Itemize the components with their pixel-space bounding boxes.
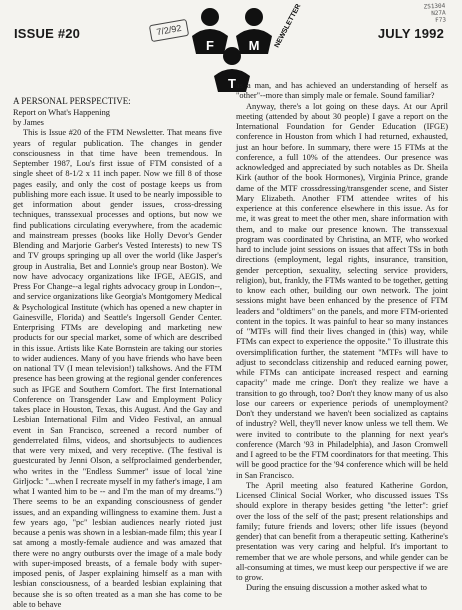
logo-letter-m: M — [248, 38, 260, 53]
catalog-line: F73 — [435, 16, 447, 24]
article-paragraph: as a man, and has achieved an understanding of herself as "other"--more than simply male or female. Sound familiar? — [236, 81, 448, 101]
catalog-line: ZS1304 — [423, 2, 446, 11]
right-column — [236, 81, 448, 594]
logo-newsletter-text: NEWSLETTER — [273, 3, 303, 49]
date-stamp: 7/2/92 — [149, 19, 189, 42]
issue-date: JULY 1992 — [377, 26, 444, 41]
article-byline: by James — [13, 118, 44, 127]
catalog-annotation — [424, 2, 447, 24]
article-subhead: Report on What's Happening — [13, 108, 110, 117]
article-paragraph: Anyway, there's a lot going on these days. At our April meeting (attended by about 30 people) I gave a report on the International Foundation for Gender Education (IFGE) conference in Houston from which I had returned, exhausted, just an hour before. In summary, there were 15 FTMs at the conference, a full 10% of the attendees. Our presence was acknowledged and appreciated by such notables as Dr. Sheila Kirk (author of the book Hormones), Virginia Prince, grande dame of the MTF crossdressing/transgender scene, and Sister Mary Elizabeth. Another FTM attendee writes of his experience at this conference elsewhere in this issue. As for me, it was great to meet the other men, share information with them, and to make our presence known. The transsexual program was coordinated by Christina, an MTF, who worked hard to include joint sessions on issues that affect TSs in both directions (employment, legal rights, insurance, transition, gender perception, sexuality, selecting service providers, religion), but, frankly, the FTMs wanted to be together, getting to know each other, building our own network. The joint sessions might have been enhanced by the presence of FTM leaders and "oldtimers" on the panels, and more FTM-oriented content in the topics. It was painful to hear so many instances of "MTFs will find their lives changed in (this) way, while FTMs can expect to experience the opposite." To illustrate this oversimplification further, the statement "MTFs will have to adjust to secondclass citizenship and reduced earning power, while FTMs can anticipate increased respect and earning capacity" made me cringe. Don't they realize we have a transition to go through, too? Don't they know many of us also lose our careers or experience periods of unemployment? Don't they understand we haven't been socialized as captains of industry? Well, they'll never know unless we tell them. We were invited to contribute to the planning for next year's conference (March '93 in Philadelphia), and Jason Cromwell and I agreed to be the FTM coordinators for that meeting. This will be good practice for the '94 conference which will be held in San Francisco. — [236, 101, 448, 480]
issue-number: ISSUE #20 — [14, 26, 81, 41]
left-column — [13, 96, 222, 610]
article-paragraph: The April meeting also featured Katherine Gordon, Licensed Clinical Social Worker, who discussed issues TSs should explore in therapy besides getting "the letter": grief over the loss of the self of the past; present relationships and family; future friends and lovers; other life issues (beyond gender) that can benefit from a therapeutic setting. Katherine's presentation was very caring and helpful. It's important to remember that we are whole persons, and while gender can be all-consuming at times, we must keep our perspective if we are to grow. — [236, 480, 448, 582]
catalog-line: N27A — [431, 9, 447, 18]
article-paragraph: During the ensuing discussion a mother asked what to — [246, 583, 427, 593]
logo-letter-t: T — [228, 76, 236, 91]
article-paragraph: This is Issue #20 of the FTM Newsletter. That means five years of regular publication. The changes in gender consciousness in that time have been tremendous. In September 1987, Lou's first issue of FTM consisted of a single sheet of 8-1/2 x 11 inch paper. Now we fill 8 of those pages easily, and only the cost of postage keeps us from publishing more each issue. It used to be nearly impossible to get information about gender issues, cross-dressing techniques, transsexual processes and options, but now we find publications circulating everywhere, from the academic and mainstream presses (books like Holly Devor's Gender Blending and Marjorie Garber's Vested Interests) to new TS and TV groups springing up all over the world (like Jasper's group in Australia, Bet and Lonnie's group near Boston). We now have advocacy organizations like IFGE, AEGIS, and Press For Change--a legal rights advocacy group in London--, and service organizations like Georgia's Montgomery Medical & Psychological Institute (which has opened a new chapter in Gainesville, Florida) and Seattle's Ingersoll Gender Center. Enterprising FTMs are developing and marketing new products for our special market, some of which are described in this issue. Artists like Kate Bornstein are taking our stories to wider audiences. Many of you have friends who have been on national TV (I mean television!) talkshows. And the FTM presence has been growing at the regional gender conferences such as IFGE and Southern Comfort. The first International Conference on Transgender Law and Employment Policy takes place in Houston, Texas, this August. And the Gay and Lesbian International Film and Video Festival, an annual event in San Francisco, screened a record number of genderrelated films, videos, and shortsubjects to audiences that were very mixed, and very receptive. (The festival is guestcurated by Jenni Olson, a selfproclaimed genderbender, who writes in the "Endless Summer" issue of local 'zine Girljock: "...when I recreate myself in my father's image, I am what I wanted him to be -- and I'm the man of my dreams.") There seems to be an expanding consciousness of gender issues, and an expanding willingness to examine them. Just a few years ago, "pc" lesbian audiences nearly rioted just because a penis was shown in a lesbian-made film; this year I sat among a mostly-female audience and was amazed that there were no angry outbursts over the image of a male body with super-imposed breasts, of a female body with super-imposed penis, of Jasper explaining himself as a man with lesbian consciousness, of a bearded lesbian explaining that because she is so often treated as a man she has come to be able to behave — [13, 128, 222, 609]
article-headline: A PERSONAL PERSPECTIVE: — [13, 96, 131, 106]
logo-letter-f: F — [206, 38, 214, 53]
ftm-logo — [172, 3, 303, 92]
